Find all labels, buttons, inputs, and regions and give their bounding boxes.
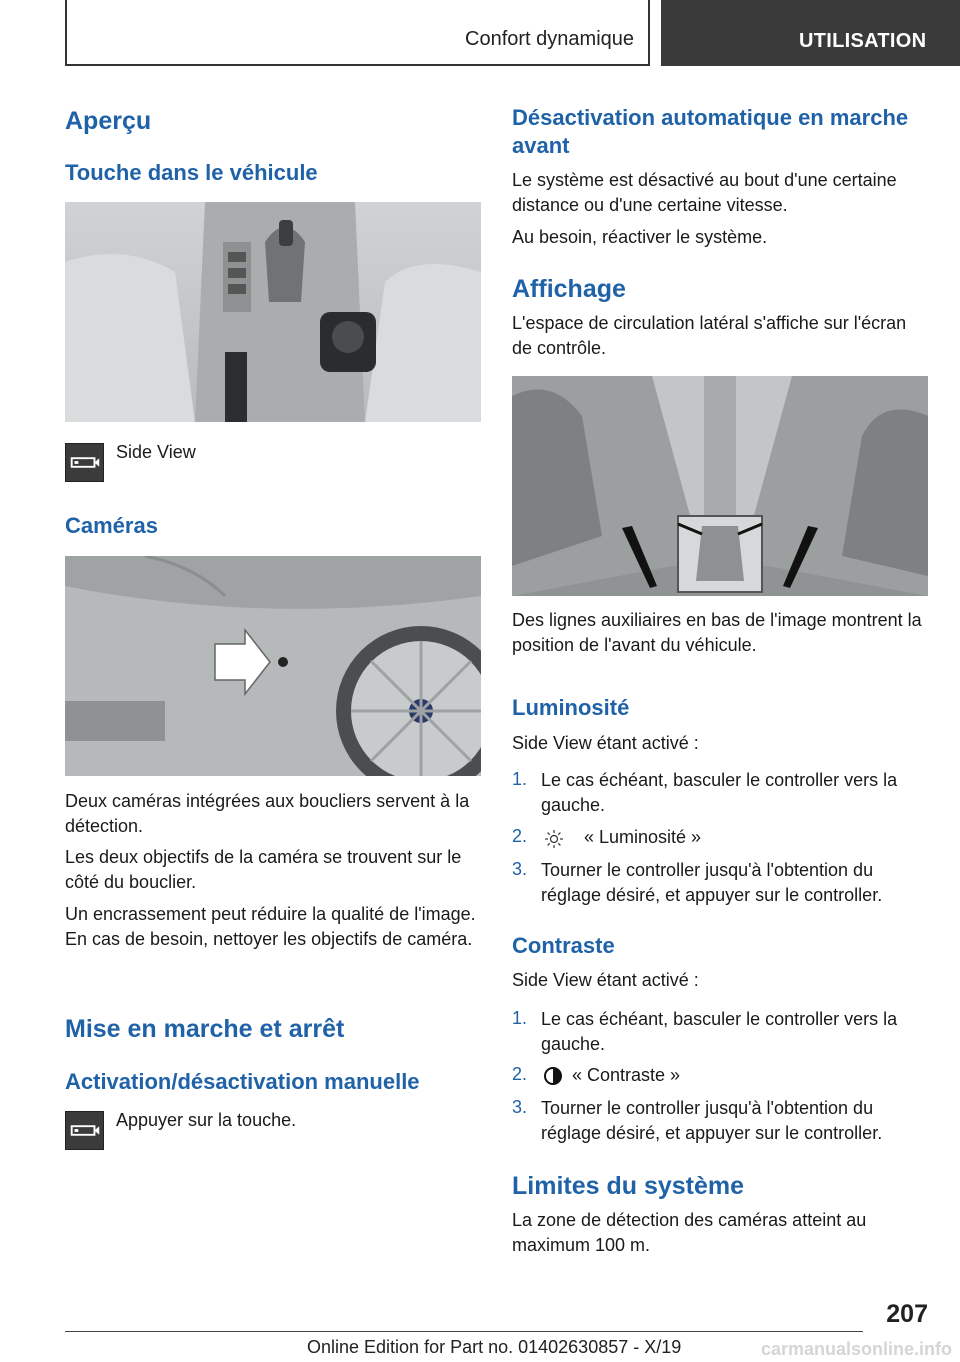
heading-affichage: Affichage — [512, 275, 626, 303]
lum-step-2-text: « Luminosité » — [584, 827, 702, 847]
heading-limites: Limites du système — [512, 1172, 745, 1200]
paragraph-luminosite-intro: Side View étant activé : — [512, 733, 699, 753]
side-view-button-icon — [65, 443, 104, 482]
paragraph-appuyer: Appuyer sur la touche. — [116, 1110, 297, 1130]
page-number: 207 — [886, 1300, 928, 1328]
heading-activation: Activation/désactivation manuelle — [65, 1069, 420, 1094]
heading-apercu: Aperçu — [65, 107, 152, 135]
footer-edition: Online Edition for Part no. 01402630857 - X/19 — [307, 1337, 682, 1357]
heading-desactivation: Désactivation automatique en marche avant — [512, 105, 909, 158]
paragraph-cameras-2: Les deux objectifs de la caméra se trouvent sur le côté du bouclier. — [65, 847, 462, 892]
paragraph-contraste-intro: Side View étant activé : — [512, 970, 699, 990]
heading-luminosite: Luminosité — [512, 695, 630, 720]
heading-contraste: Contraste — [512, 933, 615, 958]
con-step-1-num: 1. — [512, 1008, 528, 1028]
camera-bumper-image — [65, 556, 481, 776]
paragraph-desactivation-1: Le système est désactivé au bout d'une certaine distance ou d'une certaine vitesse. — [512, 170, 897, 215]
header-section-title: Confort dynamique — [465, 28, 634, 50]
paragraph-affichage: L'espace de circulation latéral s'affiche sur l'écran de contrôle. — [512, 313, 907, 358]
console-image — [65, 202, 481, 422]
heading-touche: Touche dans le véhicule — [65, 160, 318, 185]
header-chapter-tab — [661, 0, 960, 66]
sun-icon — [544, 829, 564, 849]
paragraph-limites: La zone de détection des caméras atteint au maximum 100 m. — [512, 1210, 867, 1255]
lum-step-2-num: 2. — [512, 826, 528, 846]
lum-step-1-text: Le cas échéant, basculer le controller vers la gauche. — [541, 770, 898, 815]
con-step-2-num: 2. — [512, 1064, 528, 1084]
footer-divider — [65, 1331, 863, 1332]
watermark: carmanualsonline.info — [760, 1339, 952, 1359]
paragraph-lignes: Des lignes auxiliaires en bas de l'image montrent la position de l'avant du véhicule. — [512, 610, 922, 655]
header-border-mid — [648, 0, 650, 66]
header-chapter-label: UTILISATION — [799, 30, 927, 52]
side-view-button-icon-2 — [65, 1111, 104, 1150]
lum-step-3-text: Tourner le controller jusqu'à l'obtention du réglage désiré, et appuyer sur le controller. — [541, 860, 883, 905]
paragraph-desactivation-2: Au besoin, réactiver le système. — [512, 227, 768, 247]
heading-cameras: Caméras — [65, 513, 158, 538]
con-step-1-text: Le cas échéant, basculer le controller vers la gauche. — [541, 1009, 898, 1054]
paragraph-cameras-1: Deux caméras intégrées aux boucliers servent à la détection. — [65, 791, 470, 836]
header-border-left — [65, 0, 67, 66]
paragraph-cameras-3: Un encrassement peut réduire la qualité de l'image. En cas de besoin, nettoyer les objectifs de caméra. — [65, 904, 476, 949]
con-step-3-num: 3. — [512, 1097, 528, 1117]
con-step-3-text: Tourner le controller jusqu'à l'obtention du réglage désiré, et appuyer sur le controller. — [541, 1098, 883, 1143]
contrast-icon — [543, 1066, 563, 1086]
side-view-label: Side View — [116, 442, 196, 462]
side-view-display-image — [512, 376, 928, 596]
header-border-bottom — [65, 64, 650, 66]
lum-step-3-num: 3. — [512, 859, 528, 879]
con-step-2-text: « Contraste » — [572, 1065, 681, 1085]
heading-mise-en-marche: Mise en marche et arrêt — [65, 1015, 345, 1043]
lum-step-1-num: 1. — [512, 769, 528, 789]
